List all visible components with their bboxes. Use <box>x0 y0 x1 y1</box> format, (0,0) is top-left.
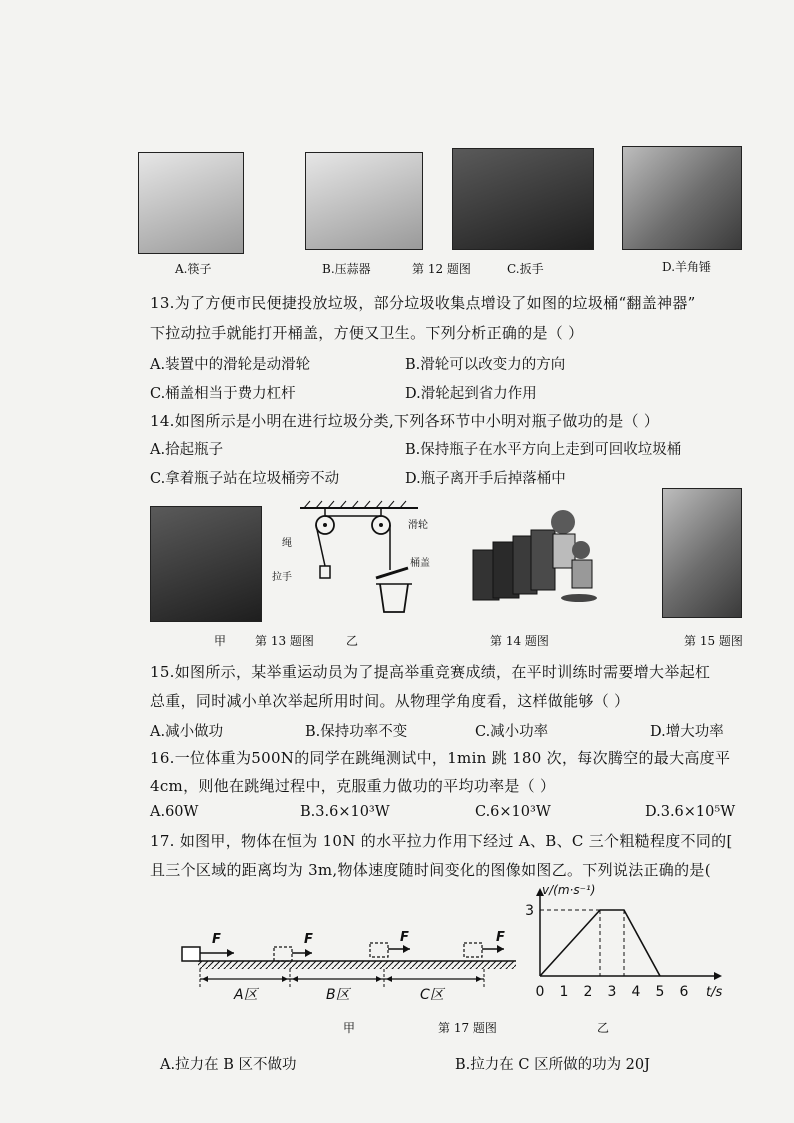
q15-option-d: D.增大功率 <box>650 724 724 740</box>
q16-stem-line1: 16.一位体重为500N的同学在跳绳测试中，1min 跳 180 次，每次腾空的最大高度平 <box>150 749 731 767</box>
wrench-photo <box>452 148 594 250</box>
q13-stem-line1: 13.为了方便市民便捷投放垃圾，部分垃圾收集点增设了如图的垃圾桶“翻盖神器” <box>150 294 696 312</box>
zone-c-label: C区 <box>420 987 444 1003</box>
weightlifter-photo <box>662 488 742 618</box>
claw-hammer-photo <box>622 146 742 250</box>
force-label-3: F <box>400 930 409 945</box>
q17-option-a: A.拉力在 B 区不做功 <box>160 1057 297 1073</box>
q15-option-b: B.保持功率不变 <box>305 724 408 740</box>
force-label-1: F <box>212 932 221 947</box>
zone-b-label: B区 <box>326 987 350 1003</box>
fig15-caption: 第 15 题图 <box>684 634 743 648</box>
q13-option-d: D.滑轮起到省力作用 <box>405 386 537 402</box>
q16-option-c: C.6×10³W <box>475 804 551 820</box>
fig13-caption-yi: 乙 <box>346 634 359 648</box>
fig13-caption: 第 13 题图 <box>255 634 314 648</box>
q14-stem: 14.如图所示是小明在进行垃圾分类,下列各环节中小明对瓶子做功的是（ ） <box>150 412 660 430</box>
q16-option-a: A.60W <box>150 804 199 820</box>
x-axis-label: t/s <box>706 985 723 1000</box>
zone-a-label: A区 <box>234 987 258 1003</box>
q14-option-c: C.拿着瓶子站在垃圾桶旁不动 <box>150 471 340 487</box>
x-tick-1: 1 <box>559 984 569 1000</box>
lid-label: 桶盖 <box>410 558 430 569</box>
pulley-lid-diagram <box>268 498 438 618</box>
q12-option-b: B.压蒜器 <box>322 262 371 276</box>
q12-option-c: C.扳手 <box>507 262 544 276</box>
q15-stem-line2: 总重，同时减小单次举起所用时间。从物理学角度看，这样做能够（ ） <box>150 692 630 710</box>
handle-label: 拉手 <box>272 572 292 583</box>
q15-stem-line1: 15.如图所示，某举重运动员为了提高举重竞赛成绩，在平时训练时需要增大举起杠 <box>150 663 711 681</box>
q13-option-b: B.滑轮可以改变力的方向 <box>405 357 566 373</box>
q16-stem-line2: 4cm，则他在跳绳过程中，克服重力做功的平均功率是（ ） <box>150 777 556 795</box>
x-tick-3: 3 <box>607 984 617 1000</box>
q13-stem-line2: 下拉动拉手就能打开桶盖，方便又卫生。下列分析正确的是（ ） <box>150 324 584 342</box>
q14-option-d: D.瓶子离开手后掉落桶中 <box>405 471 566 487</box>
q17-stem-line1: 17. 如图甲，物体在恒为 10N 的水平拉力作用下经过 A、B、C 三个粗糙程度不同的[ <box>150 832 733 850</box>
force-label-4: F <box>496 930 505 945</box>
fig17-jia-caption: 甲 <box>343 1021 356 1035</box>
x-tick-5: 5 <box>655 984 665 1000</box>
velocity-time-graph <box>520 880 730 1005</box>
fig13-caption-jia: 甲 <box>214 634 227 648</box>
q14-option-b: B.保持瓶子在水平方向上走到可回收垃圾桶 <box>405 442 682 458</box>
x-tick-6: 6 <box>679 984 689 1000</box>
q16-option-b: B.3.6×10³W <box>300 804 390 820</box>
q12-figure-caption: 第 12 题图 <box>412 262 471 276</box>
fig17-yi-caption: 乙 <box>597 1021 610 1035</box>
chopsticks-photo <box>138 152 244 254</box>
rope-label: 绳 <box>282 538 292 549</box>
x-tick-2: 2 <box>583 984 593 1000</box>
q15-option-a: A.减小做功 <box>150 724 224 740</box>
q13-option-c: C.桶盖相当于费力杠杆 <box>150 386 296 402</box>
q14-option-a: A.拾起瓶子 <box>150 442 224 458</box>
q12-option-a: A.筷子 <box>175 262 212 276</box>
q15-option-c: C.减小功率 <box>475 724 549 740</box>
fig14-caption: 第 14 题图 <box>490 634 549 648</box>
q12-option-d: D.羊角锤 <box>662 260 712 274</box>
pulley-label: 滑轮 <box>408 520 428 531</box>
track-zones-diagram <box>178 925 518 1005</box>
trash-sorting-illustration <box>455 500 603 612</box>
x-tick-0: 0 <box>535 984 545 1000</box>
fig17-caption: 第 17 题图 <box>438 1021 497 1035</box>
q16-option-d: D.3.6×10⁵W <box>645 804 736 820</box>
y-tick-3: 3 <box>525 903 534 919</box>
q17-stem-line2: 且三个区域的距离均为 3m,物体速度随时间变化的图像如图乙。下列说法正确的是( <box>150 861 711 879</box>
y-axis-label: v/(m·s⁻¹) <box>542 883 596 897</box>
q17-option-b: B.拉力在 C 区所做的功为 20J <box>455 1057 650 1073</box>
x-tick-4: 4 <box>631 984 641 1000</box>
q13-option-a: A.装置中的滑轮是动滑轮 <box>150 357 311 373</box>
force-label-2: F <box>304 932 313 947</box>
trash-station-photo <box>150 506 262 622</box>
garlic-press-photo <box>305 152 423 250</box>
